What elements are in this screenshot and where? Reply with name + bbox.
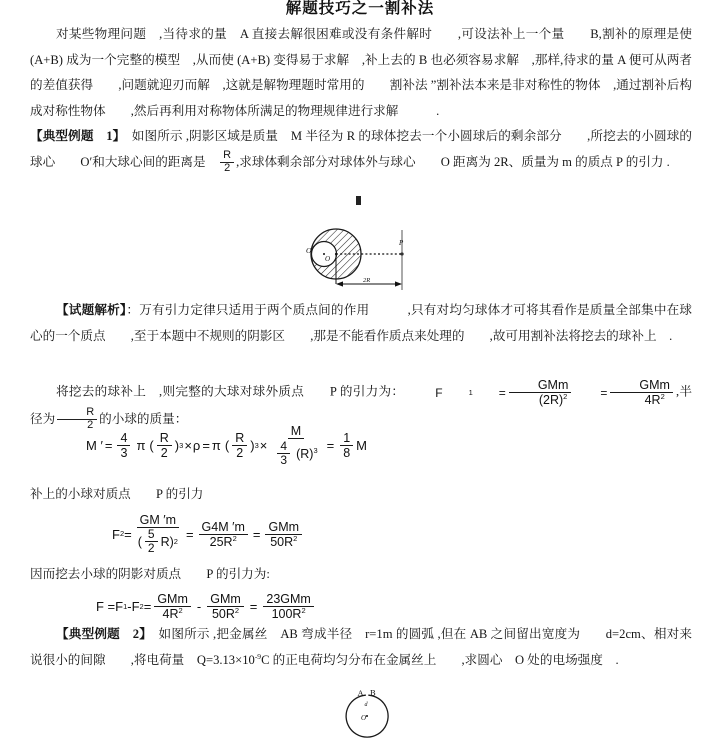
eq-m-paren-open-1: ( bbox=[149, 438, 154, 454]
figure1-label-o-prime: O′ bbox=[306, 246, 314, 255]
eq-m-frac-4-3 bbox=[117, 431, 130, 460]
eq-m-r-num-b: R bbox=[232, 431, 247, 446]
eq-m-paren-open-2: ( bbox=[224, 438, 230, 454]
eq-f-t2-num: GMm bbox=[207, 592, 244, 607]
eq-f-minus-f: -F bbox=[127, 599, 140, 614]
eq-f2-nested-num: 5 bbox=[145, 528, 158, 542]
fill-sphere-text: 将挖去的球补上 ,则完整的大球对球外质点 P 的引力为： bbox=[56, 384, 405, 399]
eq-m-paren-close-2: ) bbox=[250, 438, 255, 454]
figure2-label-a: A bbox=[357, 689, 364, 698]
eq-m-times-2: × bbox=[259, 438, 268, 454]
eq-m-nested-num: 4 bbox=[277, 440, 290, 454]
eq-f1-t2-num: GMm bbox=[610, 378, 673, 393]
example-2-text: 如图所示 ,把金属丝 AB 弯成半径 r=1m 的圆弧 ,但在 AB 之间留出宽度为 d=2cm、相对来说很小的间隙 ,将电荷量 Q=3.13×10 bbox=[30, 627, 693, 667]
eq-m-result-den: 8 bbox=[343, 446, 351, 461]
figure2-label-o: O bbox=[361, 714, 367, 722]
fill-sphere-text-2: ,半径为 bbox=[30, 384, 692, 426]
eq-m-pi-1: π bbox=[136, 438, 146, 454]
paragraph-example-2 bbox=[0, 622, 720, 673]
eq-f2-t2-num: G4M ′m bbox=[199, 520, 248, 535]
eq-f2-nested-5-2 bbox=[145, 528, 158, 556]
eq-m-43-den: 3 bbox=[120, 446, 128, 461]
eq-m-rho: ρ bbox=[192, 438, 201, 454]
figure2-label-d: d bbox=[364, 702, 368, 708]
eq-m-result-num: 1 bbox=[340, 431, 353, 446]
eq-f2-equals-3: = bbox=[252, 526, 261, 542]
eq-f1-t1-num: GMm bbox=[509, 378, 572, 393]
eq-f-term-3 bbox=[263, 592, 313, 621]
eq-f-t2-den: $50R^2$ bbox=[211, 605, 240, 621]
fill-sphere-text-3: 的小球的质量： bbox=[99, 412, 188, 426]
figure1-label-p: P bbox=[399, 239, 404, 247]
eq-m-result-M: M bbox=[356, 438, 367, 454]
eq-f1-lhs: F bbox=[435, 385, 443, 400]
example-1-text-cont: ,求球体剩余部分对球体外与球心 O 距离为 2R、质量为 m 的质点 P 的引力 . bbox=[236, 154, 670, 169]
eq-f2-term-3 bbox=[265, 520, 302, 549]
eq-f2-t1-num: GM ′m bbox=[137, 513, 179, 528]
eq-f2-t2-den: $25R^2$ bbox=[209, 533, 237, 549]
equation-m-prime: M ′ = $\frac{4}{3}$ π ( $\frac{R}{2}$ ) 3 × ρ = π ( $\frac{R}{2}$ ) 3 × M $\frac{4}{3}$ $(R)^3$ = $\frac{1}{8}$ M bbox=[86, 424, 367, 468]
eq-f2-t3-num: GMm bbox=[265, 520, 302, 535]
eq-m-frac-density bbox=[271, 424, 320, 468]
eq-f-t1-den: $4R^2$ bbox=[162, 605, 183, 621]
eq-f2-equals-1: = bbox=[124, 526, 132, 542]
eq-f1-term-1 bbox=[509, 378, 572, 407]
eq-f1-t1-den: $(2R)^2$ bbox=[538, 391, 568, 407]
eq-f-equals-1: = bbox=[143, 599, 152, 614]
fraction-numerator: R bbox=[220, 150, 234, 163]
equation-f1: F 1 = GMm $(2R)^2$ = GMm $4R^2$ bbox=[409, 378, 676, 407]
eq-m-equals-2: = bbox=[202, 438, 210, 454]
eq-f2-nested-den: 2 bbox=[147, 541, 155, 556]
eq-f-t1-num: GMm bbox=[154, 592, 191, 607]
fraction-numerator-b: R bbox=[57, 407, 97, 420]
example-2-text-cont: C 的正电荷均匀分布在金属丝上 ,求圆心 O 处的电场强度 . bbox=[261, 652, 619, 667]
inline-fraction-r-over-2 bbox=[220, 150, 234, 175]
example-2-exponent: -9 bbox=[254, 651, 262, 661]
eq-m-frac-r-2-b bbox=[232, 431, 247, 460]
figure-hatched-sphere bbox=[303, 228, 421, 294]
eq-f-minus: - bbox=[196, 599, 202, 614]
eq-f-term-1 bbox=[154, 592, 191, 621]
paragraph-analysis bbox=[0, 298, 720, 349]
eq-f1-op: = bbox=[600, 385, 608, 400]
analysis-text: ：万有引力定律只适用于两个质点间的作用 ,只有对均匀球体才可将其看作是质量全部集中在球心的一个质点 ,至于本题中不规则的阴影区 ,那是不能看作质点来处理的 ,故可用割补法将挖去的球补上 . bbox=[30, 303, 692, 343]
fraction-denominator: 2 bbox=[224, 161, 231, 174]
eq-m-frac-result bbox=[340, 431, 353, 460]
eq-m-lhs: M ′ bbox=[86, 438, 103, 454]
eq-f2-term-2 bbox=[199, 520, 248, 549]
eq-m-r-den-b: 2 bbox=[236, 446, 244, 461]
eq-m-equals-3: = bbox=[326, 438, 335, 454]
figure1-label-o: O bbox=[325, 255, 331, 263]
eq-f-t3-num: 23GMm bbox=[263, 592, 313, 607]
eq-f2-lhs: F bbox=[112, 526, 120, 542]
example-1-text: 如图所示 ,阴影区域是质量 M 半径为 R 的球体挖去一个小圆球后的剩余部分 ,所挖去的小圆球的球心 O′和大球心间的距离是 bbox=[30, 129, 692, 169]
eq-f2-t1-den: ( $\frac{5}{2}$ R) 2 bbox=[137, 527, 178, 556]
figure2-label-b: B bbox=[370, 689, 376, 698]
paragraph-small-sphere-force: 补上的小球对质点 P 的引力 bbox=[30, 487, 204, 501]
eq-m-43-num: 4 bbox=[117, 431, 130, 446]
eq-f-term-2 bbox=[207, 592, 244, 621]
figure-charged-arc bbox=[339, 689, 395, 741]
eq-m-nested-den: 3 bbox=[280, 453, 288, 468]
eq-m-density-den bbox=[271, 439, 320, 468]
eq-m-frac-r-2-a bbox=[157, 431, 172, 460]
cursor-artifact bbox=[356, 196, 361, 205]
paragraph-example-1 bbox=[0, 124, 720, 175]
eq-m-density-num: M bbox=[288, 424, 304, 439]
eq-m-nested-43 bbox=[277, 440, 290, 468]
paragraph-intro: 对某些物理问题 ,当待求的量 A 直接去解很困难或没有条件解时 ,可设法补上一个量 B,割补的原理是使 (A+B) 成为一个完整的模型 ,从而使 (A+B) 变得易于求解 ,补上去的 B 也必须容易求解 ,那样,待求的量 A 便可从两者的差值获得 ,问题就迎刃而解 ,这就是解物理题时常用的 割补法 ”割补法本来是非对称性的物体 ,通过割补后构成对称性物体 ,然后再利用对称物体所满足的物理规律进行求解 . bbox=[30, 27, 692, 118]
figure1-label-2r: 2R bbox=[363, 277, 371, 284]
eq-m-pi-2: π bbox=[211, 438, 221, 454]
paragraph-shadow-force: 因而挖去小球的阴影对质点 P 的引力为: bbox=[30, 567, 270, 581]
eq-m-times-1: × bbox=[184, 438, 192, 454]
eq-f-equals-2: = bbox=[249, 599, 258, 614]
eq-m-equals-1: = bbox=[104, 438, 113, 454]
eq-m-r-den-a: 2 bbox=[160, 446, 168, 461]
eq-f2-term-1 bbox=[135, 513, 181, 556]
eq-f1-t2-den: $4R^2$ bbox=[644, 391, 665, 407]
equation-f2: F 2 = GM ′m ( $\frac{5}{2}$ R) 2 = $\frac{G4M 'm}{25R^2}$ = GMm $50R^2$ bbox=[112, 513, 305, 556]
example-2-label: 【典型例题 2】 bbox=[56, 627, 146, 641]
equation-f-total: F =F 1 -F 2 = GMm $4R^2$ - GMm $50R^2$ = 23GMm $100R^2$ bbox=[96, 592, 317, 621]
fraction-denominator-b: 2 bbox=[87, 419, 94, 432]
eq-f2-paren-open: ( bbox=[137, 534, 142, 549]
example-1-label: 【典型例题 1】 bbox=[30, 129, 120, 143]
eq-m-paren-close-1: ) bbox=[174, 438, 180, 454]
eq-f2-t3-den: $50R^2$ bbox=[270, 533, 298, 549]
eq-f-t3-den: $100R^2$ bbox=[271, 605, 306, 621]
eq-f2-paren-r: R) bbox=[160, 534, 174, 549]
eq-f-lhs: F =F bbox=[96, 599, 124, 614]
analysis-label: 【试题解析】 bbox=[56, 303, 127, 317]
eq-f2-equals-2: = bbox=[185, 526, 194, 542]
page-title: 解题技巧之一割补法 bbox=[285, 0, 435, 17]
eq-f1-equals: = bbox=[498, 385, 506, 400]
eq-f1-term-2 bbox=[610, 378, 673, 407]
eq-m-r-num-a: R bbox=[157, 431, 172, 446]
eq-m-r-cubed: $(R)^3$ bbox=[296, 445, 318, 461]
